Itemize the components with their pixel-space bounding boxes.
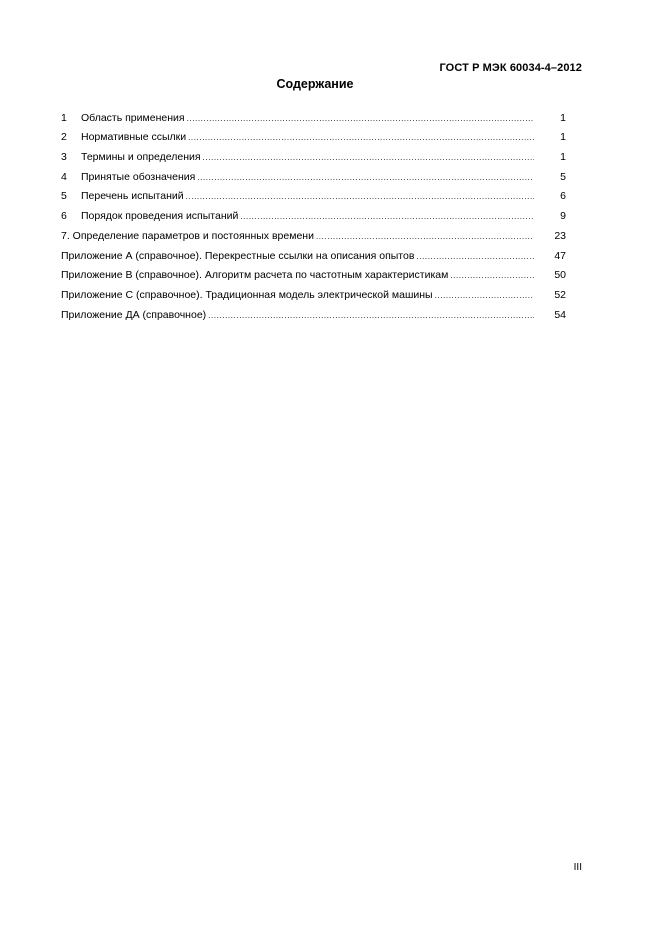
toc-entry-text: Приложение А (справочное). Перекрестные ссылки на описания опытов (61, 249, 415, 262)
toc-entry-page: 9 (560, 210, 566, 223)
toc-entry-page: 54 (554, 308, 566, 321)
toc-entry-text: Перечень испытаний (81, 190, 184, 203)
toc-entry-4[interactable] (61, 164, 566, 184)
toc-entry-page: 6 (560, 190, 566, 203)
toc-title: Содержание (276, 77, 354, 91)
toc-entry-3[interactable] (61, 144, 566, 164)
toc-entry-text: Приложение ДА (справочное) (61, 308, 207, 321)
toc-entry-number: 3 (61, 151, 67, 164)
toc-entry-1[interactable] (61, 105, 566, 125)
toc-entry-number: 4 (61, 170, 67, 183)
toc-entry-page: 1 (560, 131, 566, 144)
toc-entry-text: Принятые обозначения (81, 170, 196, 183)
toc-entry-appendix-da[interactable] (61, 302, 566, 322)
toc-entry-text: Приложение С (справочное). Традиционная модель электрической машины (61, 288, 433, 301)
toc-entry-6[interactable] (61, 203, 566, 223)
toc-entry-page: 50 (554, 269, 566, 282)
toc-entry-appendix-b[interactable] (61, 263, 566, 283)
toc-dot-leader (316, 230, 534, 243)
toc-entry-page: 5 (560, 170, 566, 183)
toc-list (61, 105, 566, 322)
toc-entry-5[interactable] (61, 184, 566, 204)
toc-dot-leader (186, 190, 534, 203)
toc-entry-text: 7. Определение параметров и постоянных времени (61, 229, 314, 242)
toc-dot-leader (197, 171, 534, 184)
toc-dot-leader (188, 131, 534, 144)
toc-entry-text: Порядок проведения испытаний (81, 210, 239, 223)
toc-entry-7[interactable] (61, 223, 566, 243)
toc-entry-text: Термины и определения (81, 151, 201, 164)
toc-dot-leader (435, 289, 534, 302)
toc-entry-page: 1 (560, 151, 566, 164)
toc-entry-2[interactable] (61, 125, 566, 145)
toc-entry-page: 52 (554, 288, 566, 301)
toc-entry-page: 47 (554, 249, 566, 262)
toc-dot-leader (240, 210, 534, 223)
toc-dot-leader (208, 309, 534, 322)
toc-entry-number: 6 (61, 210, 67, 223)
toc-dot-leader (416, 250, 534, 263)
toc-entry-number: 2 (61, 131, 67, 144)
toc-dot-leader (450, 269, 534, 282)
toc-entry-text: Приложение В (справочное). Алгоритм расчета по частотным характеристикам (61, 269, 449, 282)
page-number: III (573, 862, 582, 873)
toc-entry-appendix-a[interactable] (61, 243, 566, 263)
toc-entry-number: 1 (61, 111, 67, 124)
toc-entry-appendix-c[interactable] (61, 282, 566, 302)
standard-code: ГОСТ Р МЭК 60034-4–2012 (439, 62, 582, 74)
toc-dot-leader (203, 151, 534, 164)
toc-dot-leader (187, 112, 534, 125)
toc-entry-page: 23 (554, 229, 566, 242)
toc-entry-number: 5 (61, 190, 67, 203)
toc-entry-text: Нормативные ссылки (81, 131, 187, 144)
toc-entry-page: 1 (560, 111, 566, 124)
toc-entry-text: Область применения (81, 111, 185, 124)
